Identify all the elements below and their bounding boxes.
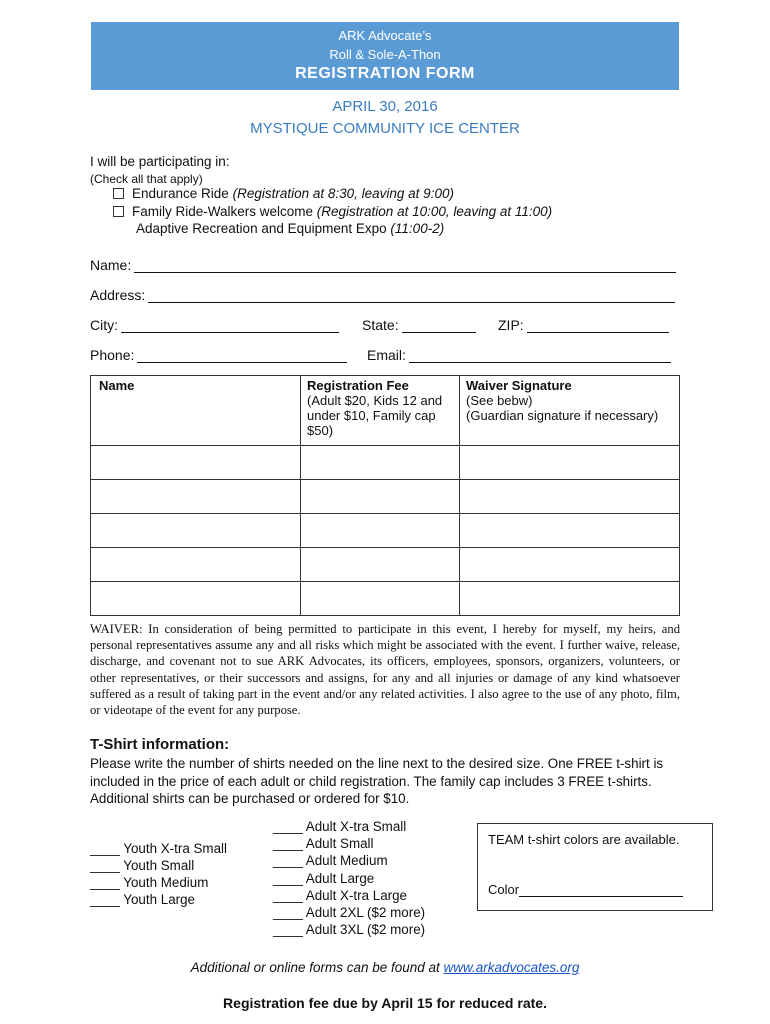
adult-size-s[interactable]: ____ Adult Small <box>273 836 374 851</box>
option-endurance-ride[interactable] <box>113 186 454 201</box>
col-waiver-header <box>460 376 680 446</box>
state-label: State: <box>362 317 399 333</box>
name-cell[interactable] <box>91 548 301 582</box>
waiver-text: WAIVER: In consideration of being permitted to participate in this event, I hereby for myself, my heirs, and personal representatives assume any and all risks which might be associated with the event. I further waive, release, discharge, and covenant not to sue ARK Advocates, its officers, employees, sponsors, organizers, volunteers, or other representatives, or their successors and assigns, for any and all injuries or damage of any kind whatsoever suffered as a result of taking part in the event and/or any related activities. I also agree to the use of any photo, film, or videotape of the event for any purpose. <box>90 622 680 718</box>
name-cell[interactable] <box>91 480 301 514</box>
form-title: REGISTRATION FORM <box>295 65 475 82</box>
adult-size-m[interactable]: ____ Adult Medium <box>273 853 388 868</box>
option-label: Endurance Ride <box>132 186 233 201</box>
table-row[interactable] <box>91 514 680 548</box>
youth-size-xs[interactable]: ____ Youth X-tra Small <box>90 841 227 856</box>
color-line[interactable] <box>519 883 683 897</box>
phone-field[interactable] <box>90 347 347 363</box>
city-label: City: <box>90 317 118 333</box>
option-family-ride[interactable] <box>113 204 552 219</box>
name-field[interactable] <box>90 257 676 273</box>
color-label: Color <box>488 882 520 897</box>
more-forms-text: Additional or online forms can be found at <box>190 960 444 975</box>
tshirt-heading: T-Shirt information: <box>90 736 230 753</box>
col-fee-header <box>301 376 460 446</box>
option-adaptive-expo[interactable] <box>136 221 444 236</box>
youth-size-l[interactable]: ____ Youth Large <box>90 892 195 907</box>
fee-cell[interactable] <box>301 480 460 514</box>
adult-size-l[interactable]: ____ Adult Large <box>273 871 375 886</box>
adult-size-3xl[interactable]: ____ Adult 3XL ($2 more) <box>273 922 426 937</box>
signature-cell[interactable] <box>460 548 680 582</box>
address-line[interactable] <box>148 288 675 303</box>
city-field[interactable] <box>90 317 339 333</box>
team-color-box <box>477 823 713 911</box>
zip-line[interactable] <box>527 318 669 333</box>
table-row[interactable] <box>91 548 680 582</box>
col-fee-title: Registration Fee <box>307 378 409 393</box>
team-color-field[interactable] <box>488 882 683 897</box>
fee-cell[interactable] <box>301 582 460 616</box>
fee-cell[interactable] <box>301 548 460 582</box>
event-date: APRIL 30, 2016 <box>332 98 438 115</box>
email-label: Email: <box>367 347 406 363</box>
event-name: Roll & Sole-A-Thon <box>329 47 441 62</box>
fee-cell[interactable] <box>301 514 460 548</box>
option-detail: (Registration at 8:30, leaving at 9:00) <box>232 186 454 201</box>
col-waiver-title: Waiver Signature <box>466 378 572 393</box>
fee-due-note: Registration fee due by April 15 for reduced rate. <box>223 995 547 1011</box>
event-venue: MYSTIQUE COMMUNITY ICE CENTER <box>250 120 520 137</box>
option-detail: (Registration at 10:00, leaving at 11:00) <box>316 204 553 219</box>
signature-cell[interactable] <box>460 480 680 514</box>
col-name-title: Name <box>99 378 135 393</box>
col-fee-sub: (Adult $20, Kids 12 and under $10, Family cap $50) <box>307 393 443 438</box>
name-line[interactable] <box>134 258 676 273</box>
table-header-row <box>91 376 680 446</box>
state-field[interactable] <box>362 317 476 333</box>
name-cell[interactable] <box>91 446 301 480</box>
option-label: Adaptive Recreation and Equipment Expo <box>136 221 391 236</box>
address-label: Address: <box>90 287 146 303</box>
address-field[interactable] <box>90 287 675 303</box>
registration-table <box>90 375 680 616</box>
option-detail: (11:00-2) <box>390 221 445 236</box>
header-banner <box>91 22 679 90</box>
participation-hint: (Check all that apply) <box>90 172 203 186</box>
phone-label: Phone: <box>90 347 135 363</box>
participation-intro: I will be participating in: <box>90 154 230 169</box>
youth-size-s[interactable]: ____ Youth Small <box>90 858 195 873</box>
checkbox[interactable] <box>113 206 124 217</box>
city-line[interactable] <box>121 318 339 333</box>
email-line[interactable] <box>409 348 671 363</box>
org-name: ARK Advocate’s <box>338 28 432 43</box>
zip-field[interactable] <box>498 317 669 333</box>
adult-size-2xl[interactable]: ____ Adult 2XL ($2 more) <box>273 905 426 920</box>
name-cell[interactable] <box>91 582 301 616</box>
checkbox[interactable] <box>113 188 124 199</box>
signature-cell[interactable] <box>460 514 680 548</box>
adult-size-xl[interactable]: ____ Adult X-tra Large <box>273 888 407 903</box>
adult-size-xs[interactable]: ____ Adult X-tra Small <box>273 819 407 834</box>
signature-cell[interactable] <box>460 582 680 616</box>
name-label: Name: <box>90 257 132 273</box>
team-colors-text: TEAM t-shirt colors are available. <box>488 832 680 847</box>
col-waiver-sub2: (Guardian signature if necessary) <box>466 408 659 423</box>
fee-cell[interactable] <box>301 446 460 480</box>
phone-line[interactable] <box>137 348 347 363</box>
col-name-header <box>91 376 301 446</box>
signature-cell[interactable] <box>460 446 680 480</box>
state-line[interactable] <box>402 318 476 333</box>
more-forms-note <box>0 960 770 975</box>
zip-label: ZIP: <box>498 317 524 333</box>
youth-size-m[interactable]: ____ Youth Medium <box>90 875 209 890</box>
table-row[interactable] <box>91 480 680 514</box>
table-row[interactable] <box>91 446 680 480</box>
name-cell[interactable] <box>91 514 301 548</box>
tshirt-instructions: Please write the number of shirts needed on the line next to the desired size. One FREE t-shirt is included in the price of each adult or child registration. The family cap includes 3 FREE t-shirts. Additional shirts can be purchased or ordered for $10. <box>90 756 664 806</box>
col-waiver-sub1: (See bebw) <box>466 393 533 408</box>
option-label: Family Ride-Walkers welcome <box>132 204 317 219</box>
website-link[interactable]: www.arkadvocates.org <box>443 960 580 975</box>
email-field[interactable] <box>367 347 671 363</box>
table-row[interactable] <box>91 582 680 616</box>
